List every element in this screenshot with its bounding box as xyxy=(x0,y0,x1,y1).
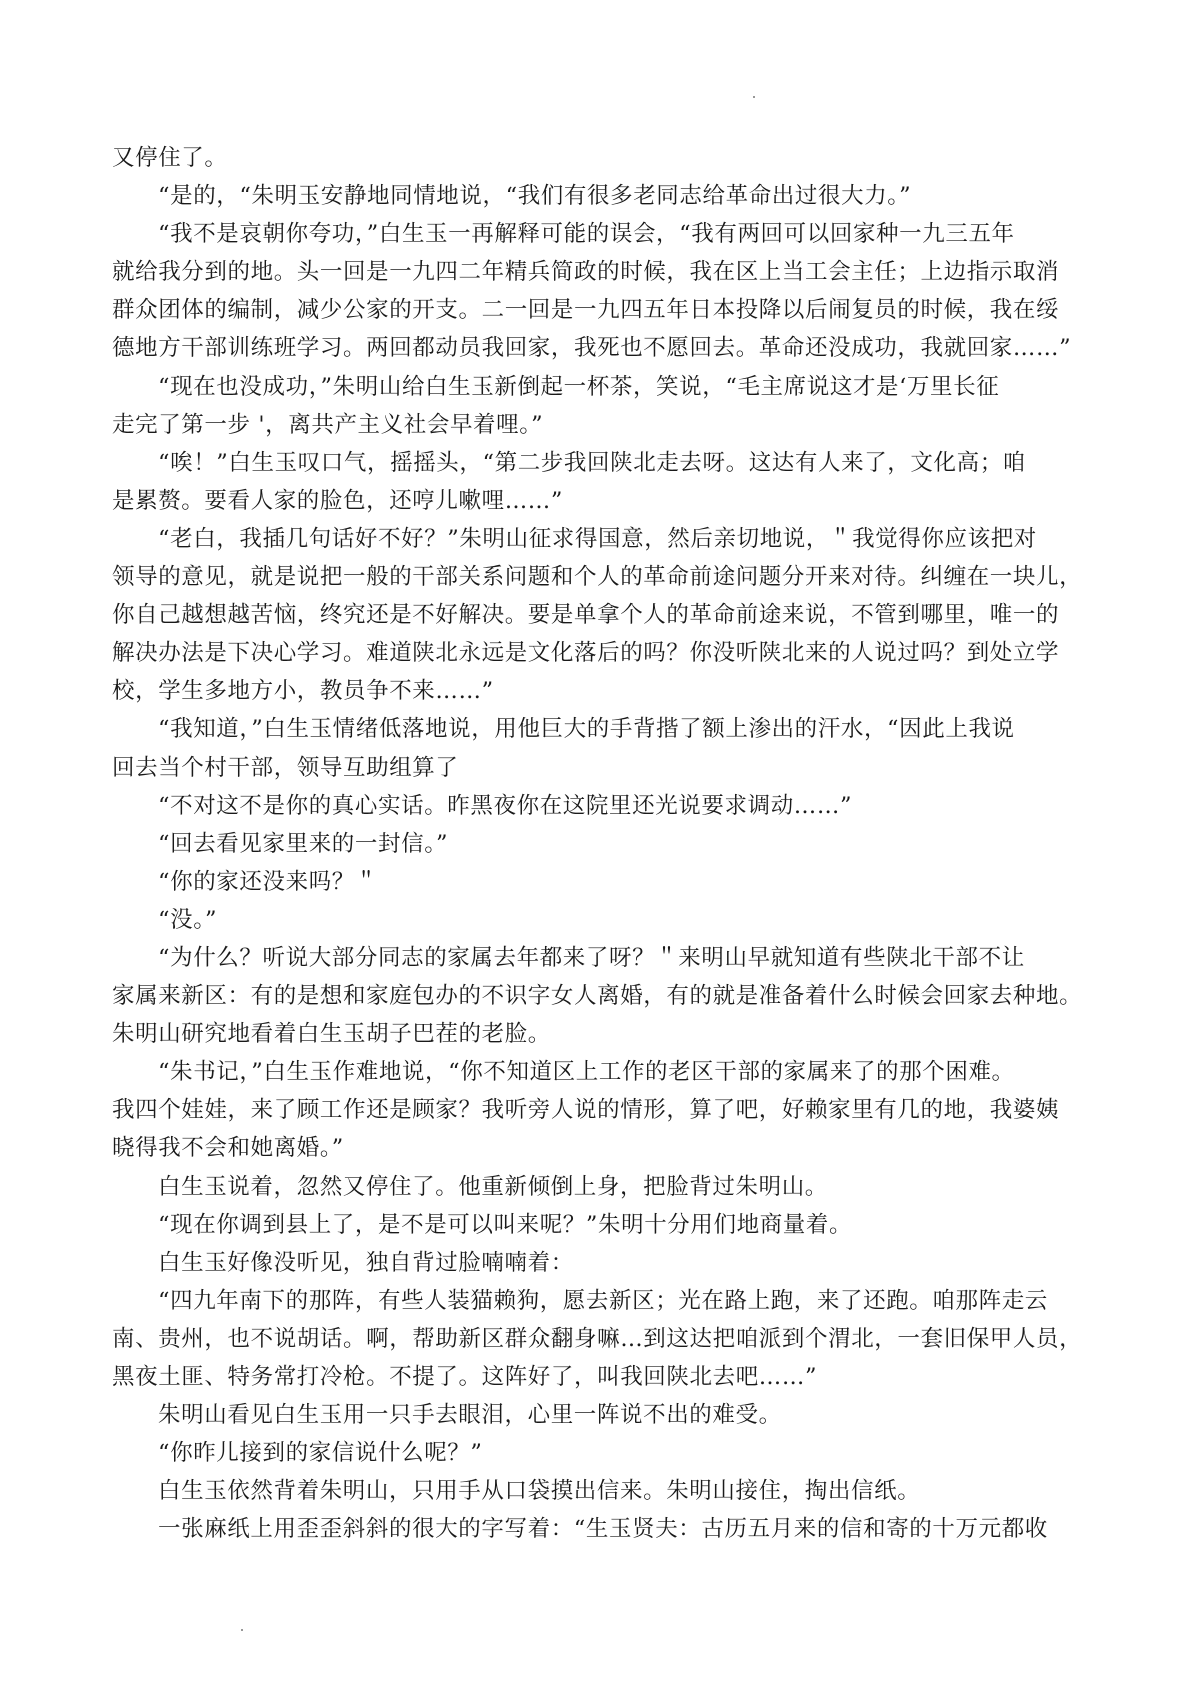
text-line: “没。” xyxy=(158,906,218,933)
text-line: 校，学生多地方小，教员争不来……” xyxy=(112,678,494,705)
text-line: 一张麻纸上用歪歪斜斜的很大的字写着：“生玉贤夫：古历五月来的信和寄的十万元都收 xyxy=(158,1516,1048,1543)
text-line: “不对这不是你的真心实话。昨黑夜你在这院里还光说要求调动……” xyxy=(158,792,853,819)
text-line: 家属来新区：有的是想和家庭包办的不识字女人离婚，有的就是准备着什么时候会回家去种地。 xyxy=(112,983,1083,1010)
scan-speck xyxy=(241,1629,243,1631)
document-body xyxy=(112,139,1102,1548)
text-line: 走完了第一步 '，离共产主义社会早着哩。” xyxy=(112,411,544,438)
text-line: “唉！”白生玉叹口气，摇摇头，“第二步我回陕北走去呀。这达有人来了，文化高；咱 xyxy=(158,449,1026,476)
text-line: 解决办法是下决心学习。难道陕北永远是文化落后的吗？你没听陕北来的人说过吗？到处立学 xyxy=(112,640,1060,667)
text-line: 我四个娃娃，来了顾工作还是顾家？我听旁人说的情形，算了吧，好赖家里有几的地，我婆姨 xyxy=(112,1097,1060,1124)
text-line: 白生玉说着，忽然又停住了。他重新倾倒上身，把脸背过朱明山。 xyxy=(158,1173,828,1200)
text-line: 领导的意见，就是说把一般的干部关系问题和个人的革命前途问题分开来对待。纠缠在一块儿， xyxy=(112,564,1083,591)
text-line: 南、贵州，也不说胡话。啊，帮助新区群众翻身嘛…到这达把咱派到个渭北，一套旧保甲人员， xyxy=(112,1325,1083,1352)
text-line: “你的家还没来吗？＂ xyxy=(158,868,379,895)
text-line: “现在你调到县上了，是不是可以叫来呢？”朱明十分用们地商量着。 xyxy=(158,1211,853,1238)
text-line: 又停住了。 xyxy=(112,145,228,171)
scan-speck xyxy=(753,96,755,98)
text-line: 朱明山研究地看着白生玉胡子巴茬的老脸。 xyxy=(112,1021,551,1048)
text-line: “你昨儿接到的家信说什么呢？” xyxy=(158,1440,483,1467)
text-line: 是累赘。要看人家的脸色，还哼儿嗽哩……” xyxy=(112,487,564,514)
text-line: 回去当个村干部，领导互助组算了 xyxy=(112,754,459,781)
text-line: 晓得我不会和她离婚。” xyxy=(112,1135,344,1162)
text-line: “朱书记，”白生玉作难地说，“你不知道区上工作的老区干部的家属来了的那个困难。 xyxy=(158,1059,1015,1086)
text-line: 群众团体的编制，减少公家的开支。二一回是一九四五年日本投降以后闹复员的时候，我在绥 xyxy=(112,297,1060,324)
text-line: 黑夜土匪、特务常打冷枪。不提了。这阵好了，叫我回陕北去吧……” xyxy=(112,1364,818,1390)
text-line: “我不是哀朝你夸功，”白生玉一再解释可能的误会，“我有两回可以回家种一九三五年 xyxy=(158,221,1015,248)
text-line: “老白，我插几句话好不好？”朱明山征求得国意，然后亲切地说，＂我觉得你应该把对 xyxy=(158,525,1037,552)
text-line: 白生玉好像没听见，独自背过脸喃喃着： xyxy=(158,1249,574,1276)
text-line: 就给我分到的地。头一回是一九四二年精兵简政的时候，我在区上当工会主任；上边指示取消 xyxy=(112,259,1060,286)
text-line: “回去看见家里来的一封信。” xyxy=(158,830,449,857)
text-line: “是的，“朱明玉安静地同情地说，“我们有很多老同志给革命出过很大力。” xyxy=(158,183,912,210)
text-line: 你自己越想越苦恼，终究还是不好解决。要是单拿个人的革命前途来说，不管到哪里，唯一的 xyxy=(112,602,1060,629)
text-line: 朱明山看见白生玉用一只手去眼泪，心里一阵说不出的难受。 xyxy=(158,1402,782,1429)
text-line: “为什么？听说大部分同志的家属去年都来了呀？＂来明山早就知道有些陕北干部不让 xyxy=(158,944,1025,971)
text-line: “我知道，”白生玉情绪低落地说，用他巨大的手背揩了额上渗出的汗水，“因此上我说 xyxy=(158,716,1015,743)
text-line: 德地方干部训练班学习。两回都动员我回家，我死也不愿回去。革命还没成功，我就回家……” xyxy=(112,335,1072,362)
text-line: 白生玉依然背着朱明山，只用手从口袋摸出信来。朱明山接住，掏出信纸。 xyxy=(158,1478,921,1505)
text-line: “四九年南下的那阵，有些人装猫赖狗，愿去新区；光在路上跑，来了还跑。咱那阵走云 xyxy=(158,1287,1048,1314)
text-line: “现在也没成功，”朱明山给白生玉新倒起一杯茶，笑说，“毛主席说这才是‘万里长征 xyxy=(158,373,1000,400)
